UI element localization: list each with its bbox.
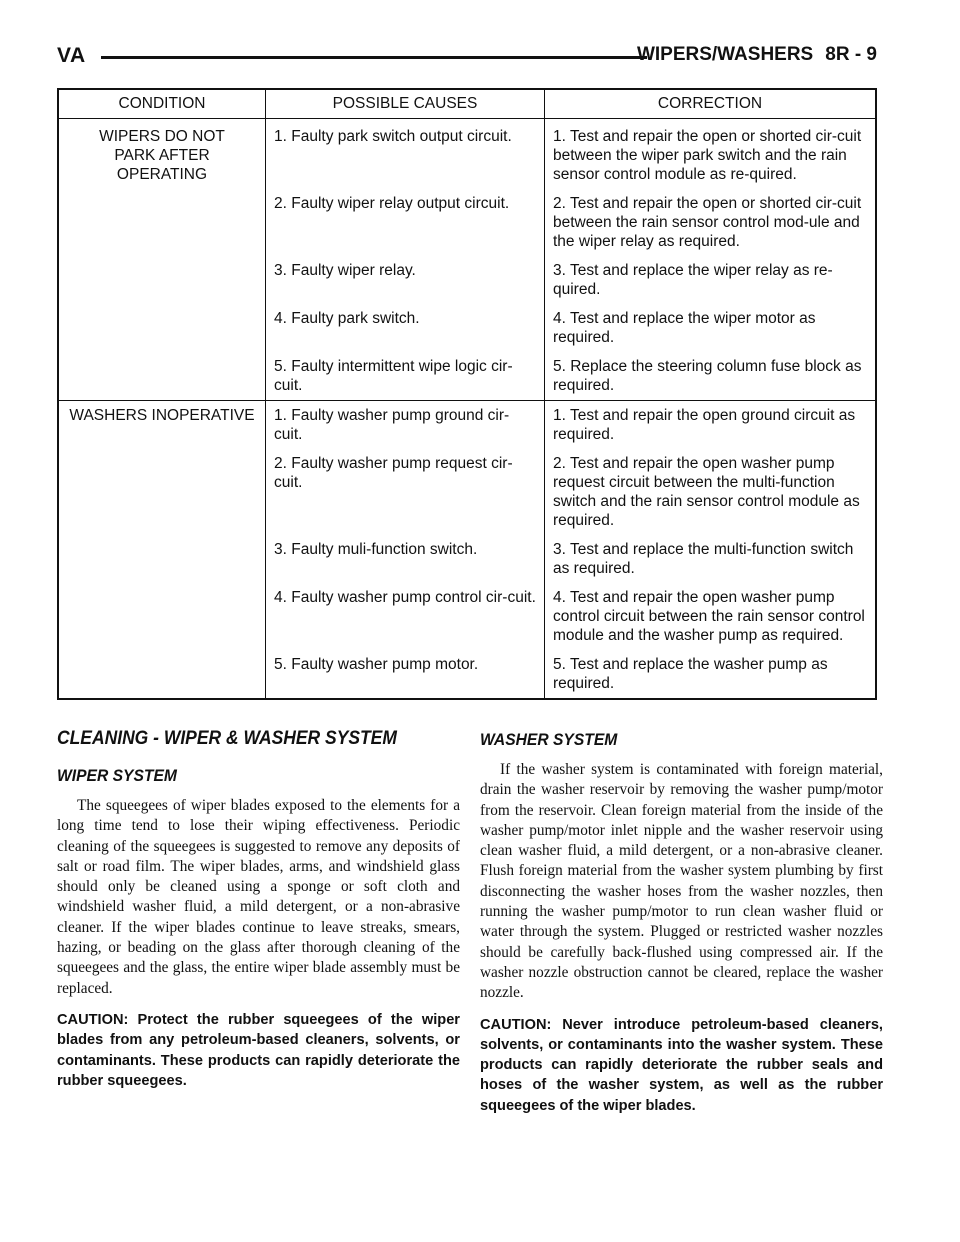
header-page-number: 8R - 9	[825, 44, 877, 65]
cause-cell: 4. Faulty washer pump control cir-cuit.	[266, 583, 545, 650]
header-rule	[101, 56, 647, 59]
table-header-row	[58, 89, 876, 119]
wiper-body-text: The squeegees of wiper blades exposed to the elements for a long time tend to lose their wiping effectiveness. Periodic cleaning of the squeegees is suggested to remove any deposits of salt or road film. The wiper blades, arms, and windshield glass should only be cleaned using a sponge or soft cloth and windshield washer fluid, a mild detergent, or a non-abrasive cleaner. If the wiper blades continue to leave streaks, smears, hazing, or beading on the glass after thorough cleaning of the squeegees and the glass, the entire wiper blade assembly must be replaced.	[57, 797, 460, 997]
column-header: CORRECTION	[545, 89, 877, 119]
left-column	[57, 728, 460, 1091]
section-title-cleaning: CLEANING - WIPER & WASHER SYSTEM	[57, 728, 397, 749]
correction-cell: 5. Test and replace the washer pump as required.	[553, 656, 828, 692]
diagnosis-table	[57, 88, 877, 700]
table-row	[58, 119, 876, 190]
cause-cell: 3. Faulty muli-function switch.	[266, 535, 545, 583]
header-left-code: VA	[57, 44, 86, 67]
header-section-title: WIPERS/WASHERS	[636, 44, 814, 65]
correction-cell: 3. Test and replace the multi-function switch as required.	[553, 541, 854, 577]
page-header	[57, 44, 877, 72]
correction-cell: 2. Test and repair the open washer pump request circuit between the multi-function switch and the rain sensor control module as required.	[553, 455, 860, 529]
header-right	[637, 44, 877, 66]
cause-cell: 5. Faulty intermittent wipe logic cir-cuit.	[266, 352, 545, 401]
wiper-caution-text: CAUTION: Protect the rubber squeegees of the wiper blades from any petroleum-based cleaners, solvents, or contaminants. These products can rapidly deteriorate the rubber squeegees.	[57, 1011, 460, 1089]
correction-cell: 3. Test and replace the wiper relay as re-quired.	[553, 262, 833, 298]
washer-body-text: If the washer system is contaminated with foreign material, drain the washer reservoir by removing the washer pump/motor from the reservoir. Clean foreign material from the inside of the washer pump/motor inlet nipple and the washer reservoir using clean washer fluid, a mild detergent, or a non-abrasive cleaner. Flush foreign material from the washer system plumbing by first disconnecting the washer hoses from the washer nozzles, then running the washer pump/motor to run clean washer fluid or water through the system. Plugged or restricted washer nozzles should be carefully back-flushed using compressed air. If the washer nozzle obstruction cannot be cleared, replace the washer nozzle.	[480, 761, 883, 1002]
correction-cell: 4. Test and repair the open washer pump control circuit between the rain sensor control module and the washer pump as required.	[553, 589, 865, 644]
condition-cell	[58, 119, 266, 401]
cause-cell: 1. Faulty washer pump ground cir-cuit.	[266, 401, 545, 450]
table-row	[58, 401, 876, 450]
subsection-title-washer: WASHER SYSTEM	[480, 730, 618, 749]
condition-cell: WASHERS INOPERATIVE	[58, 401, 266, 700]
cause-cell: 5. Faulty washer pump motor.	[266, 650, 545, 699]
correction-cell: 1. Test and repair the open ground circuit as required.	[545, 401, 877, 450]
column-header: CONDITION	[58, 89, 266, 119]
column-header: POSSIBLE CAUSES	[266, 89, 545, 119]
correction-cell: 5. Replace the steering column fuse block as required.	[553, 358, 862, 394]
cause-cell: 2. Faulty wiper relay output circuit.	[266, 189, 545, 256]
correction-cell: 4. Test and replace the wiper motor as required.	[553, 310, 816, 346]
cause-cell: 2. Faulty washer pump request cir-cuit.	[266, 449, 545, 535]
condition-text: WIPERS DO NOT PARK AFTER OPERATING	[99, 128, 225, 183]
cause-cell: 3. Faulty wiper relay.	[266, 256, 545, 304]
cause-cell: 4. Faulty park switch.	[266, 304, 545, 352]
right-column	[480, 728, 883, 1116]
subsection-title-wiper: WIPER SYSTEM	[57, 766, 177, 785]
correction-cell: 2. Test and repair the open or shorted cir-cuit between the rain sensor control mod-ule and the wiper relay as required.	[553, 195, 862, 250]
washer-caution-text: CAUTION: Never introduce petroleum-based cleaners, solvents, or contaminants into the washer system. These products can rapidly deteriorate the rubber seals and hoses of the washer system, as well as the rubber squeegees of the wiper blades.	[480, 1016, 883, 1114]
correction-cell: 1. Test and repair the open or shorted cir-cuit between the wiper park switch and the rain sensor control module as re-quired.	[553, 128, 862, 183]
cause-cell: 1. Faulty park switch output circuit.	[266, 119, 545, 190]
